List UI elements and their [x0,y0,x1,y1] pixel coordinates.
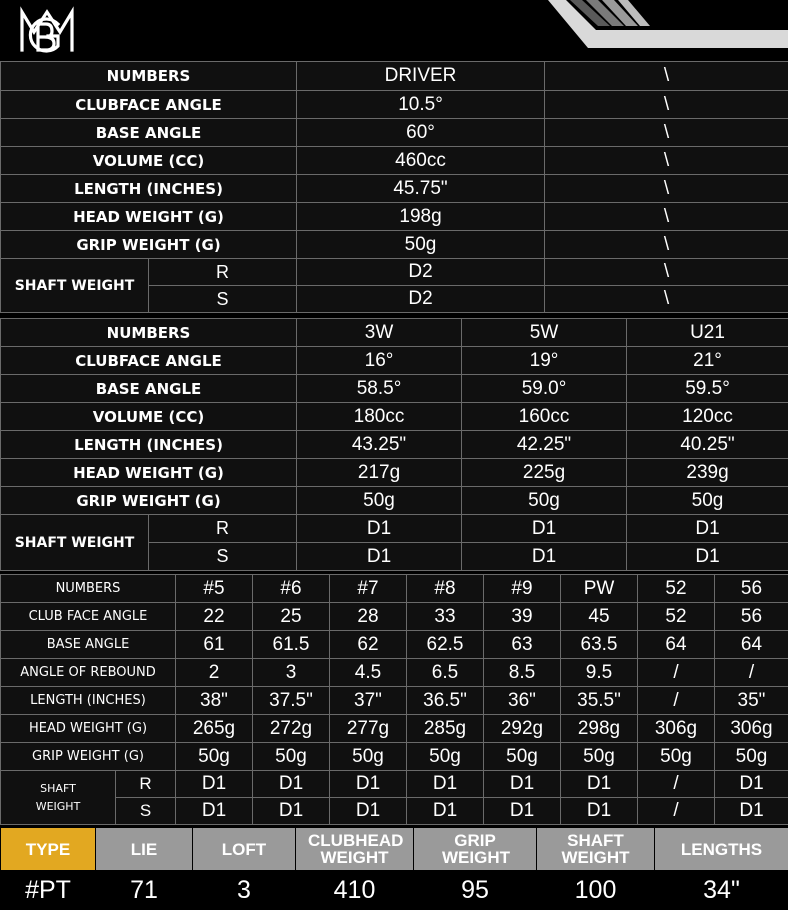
table-row [1,459,788,487]
column-header: 5W [462,319,627,347]
table-row [1,659,788,687]
table-cell: 37" [330,687,407,715]
table-cell: 22 [176,603,253,631]
table-cell: 61.5 [253,631,330,659]
column-header: CLUBHEAD WEIGHT [296,828,414,871]
table-cell: D1 [715,798,788,825]
table-cell: D1 [176,798,253,825]
table-cell: #PT [1,871,96,910]
table-cell: D1 [330,798,407,825]
table-cell: / [638,771,715,798]
table-cell: / [638,659,715,687]
table-cell: 39 [484,603,561,631]
row-label: ANGLE OF REBOUND [1,659,176,687]
table-cell: 62 [330,631,407,659]
table-cell: 6.5 [407,659,484,687]
row-label: CLUBFACE ANGLE [1,91,297,119]
table-cell: 59.5° [627,375,788,403]
table-cell: 277g [330,715,407,743]
table-cell: \ [545,286,788,313]
table-row [1,631,788,659]
table-cell: D1 [253,798,330,825]
table-cell: 306g [638,715,715,743]
table-cell: 60° [297,119,545,147]
mgb-monogram-logo [18,6,76,54]
table-cell: 285g [407,715,484,743]
table-cell: 50g [715,743,788,771]
row-label: VOLUME (CC) [1,403,297,431]
table-cell: D1 [484,771,561,798]
table-cell: D2 [297,259,545,286]
row-label: LENGTH (INCHES) [1,687,176,715]
column-header: DRIVER [297,62,545,91]
table-cell: 45 [561,603,638,631]
table-cell: 59.0° [462,375,627,403]
table-cell: D1 [627,515,788,543]
table-cell: 120cc [627,403,788,431]
table-row [1,603,788,631]
table-row [1,62,788,91]
column-header: 3W [297,319,462,347]
table-cell: D1 [561,798,638,825]
table-cell: 35.5" [561,687,638,715]
table-cell: 34" [655,871,788,910]
table-cell: D1 [627,543,788,571]
table-cell: 50g [297,487,462,515]
row-label: GRIP WEIGHT (G) [1,231,297,259]
flex-label: S [149,543,297,571]
table-cell: D1 [407,798,484,825]
table-cell: 2 [176,659,253,687]
putter-spec-table [0,827,788,910]
table-row [1,828,788,871]
table-cell: 8.5 [484,659,561,687]
table-row [1,487,788,515]
row-label: CLUBFACE ANGLE [1,347,297,375]
table-cell: 38" [176,687,253,715]
table-cell: 50g [297,231,545,259]
table-cell: 239g [627,459,788,487]
table-cell: 272g [253,715,330,743]
iron-spec-table [0,574,788,825]
table-cell: 62.5 [407,631,484,659]
table-cell: 36" [484,687,561,715]
table-cell: 50g [253,743,330,771]
column-header: #5 [176,575,253,603]
row-label: HEAD WEIGHT (G) [1,203,297,231]
row-label: LENGTH (INCHES) [1,431,297,459]
table-cell: D1 [297,515,462,543]
table-cell: 63 [484,631,561,659]
header-bar [0,0,788,60]
table-cell: 10.5° [297,91,545,119]
table-cell: 306g [715,715,788,743]
table-cell: D1 [253,771,330,798]
table-cell: D2 [297,286,545,313]
table-cell: 52 [638,603,715,631]
table-cell: D1 [407,771,484,798]
table-cell: \ [545,175,788,203]
table-cell: 25 [253,603,330,631]
table-cell: 61 [176,631,253,659]
table-cell: 180cc [297,403,462,431]
column-header: U21 [627,319,788,347]
table-row [1,403,788,431]
table-cell: 50g [462,487,627,515]
column-header: LOFT [193,828,296,871]
table-row [1,687,788,715]
table-cell: 50g [407,743,484,771]
table-cell: 100 [537,871,655,910]
table-cell: D1 [297,543,462,571]
table-cell: 265g [176,715,253,743]
table-cell: \ [545,231,788,259]
table-cell: 43.25" [297,431,462,459]
table-cell: 198g [297,203,545,231]
table-cell: 42.25" [462,431,627,459]
column-header: LIE [96,828,193,871]
type-header: TYPE [1,828,96,871]
row-label: GRIP WEIGHT (G) [1,487,297,515]
row-label: HEAD WEIGHT (G) [1,459,297,487]
table-cell: 160cc [462,403,627,431]
table-cell: 36.5" [407,687,484,715]
table-cell: / [638,798,715,825]
flex-label: S [116,798,176,825]
row-label: CLUB FACE ANGLE [1,603,176,631]
table-row [1,175,788,203]
table-cell: 217g [297,459,462,487]
table-cell: \ [545,259,788,286]
table-cell: \ [545,147,788,175]
shaft-weight-label: SHAFT WEIGHT [1,515,149,571]
table-row [1,715,788,743]
table-cell: \ [545,119,788,147]
table-cell: 64 [638,631,715,659]
table-cell: 35" [715,687,788,715]
table-row [1,375,788,403]
table-cell: D1 [462,543,627,571]
table-row [1,203,788,231]
table-row [1,871,788,910]
row-label: BASE ANGLE [1,631,176,659]
flex-label: R [149,259,297,286]
table-cell: D1 [561,771,638,798]
table-row [1,147,788,175]
table-cell: 50g [176,743,253,771]
shaft-weight-label: SHAFT WEIGHT [1,771,116,825]
table-cell: 95 [414,871,537,910]
table-cell: D1 [484,798,561,825]
row-label: BASE ANGLE [1,375,297,403]
table-cell: 16° [297,347,462,375]
column-header: PW [561,575,638,603]
table-cell: D1 [715,771,788,798]
table-cell: 40.25" [627,431,788,459]
table-cell: 9.5 [561,659,638,687]
column-header: SHAFT WEIGHT [537,828,655,871]
table-cell: 45.75" [297,175,545,203]
table-cell: 4.5 [330,659,407,687]
table-cell: 50g [484,743,561,771]
decorative-stripes [548,0,788,48]
table-cell: 56 [715,603,788,631]
table-cell: 50g [627,487,788,515]
table-row [1,319,788,347]
table-cell: D1 [176,771,253,798]
table-cell: 58.5° [297,375,462,403]
table-cell: 3 [253,659,330,687]
flex-label: R [149,515,297,543]
table-cell: D1 [462,515,627,543]
table-row [1,347,788,375]
table-cell: 33 [407,603,484,631]
column-header: 52 [638,575,715,603]
table-cell: 410 [296,871,414,910]
numbers-header: NUMBERS [1,62,297,91]
row-label: VOLUME (CC) [1,147,297,175]
flex-label: R [116,771,176,798]
table-cell: 64 [715,631,788,659]
table-row [1,515,788,543]
row-label: HEAD WEIGHT (G) [1,715,176,743]
table-row [1,798,788,825]
column-header: #9 [484,575,561,603]
shaft-weight-label: SHAFT WEIGHT [1,259,149,313]
table-cell: 460cc [297,147,545,175]
row-label: BASE ANGLE [1,119,297,147]
table-cell: 50g [330,743,407,771]
table-cell: 71 [96,871,193,910]
table-cell: / [638,687,715,715]
driver-spec-table [0,61,788,313]
table-cell: / [715,659,788,687]
column-header: GRIP WEIGHT [414,828,537,871]
row-label: GRIP WEIGHT (G) [1,743,176,771]
column-header: \ [545,62,788,91]
table-row [1,431,788,459]
table-cell: D1 [330,771,407,798]
table-cell: 50g [638,743,715,771]
wood-spec-table [0,318,788,571]
column-header: #6 [253,575,330,603]
table-row [1,771,788,798]
table-cell: 50g [561,743,638,771]
numbers-header: NUMBERS [1,319,297,347]
column-header: 56 [715,575,788,603]
row-label: LENGTH (INCHES) [1,175,297,203]
table-row [1,259,788,286]
table-cell: 63.5 [561,631,638,659]
table-cell: 3 [193,871,296,910]
table-cell: 28 [330,603,407,631]
column-header: #7 [330,575,407,603]
table-cell: 21° [627,347,788,375]
table-cell: 225g [462,459,627,487]
table-cell: \ [545,203,788,231]
table-row [1,575,788,603]
table-row [1,119,788,147]
flex-label: S [149,286,297,313]
table-cell: 298g [561,715,638,743]
table-row [1,231,788,259]
table-cell: 37.5" [253,687,330,715]
numbers-header: NUMBERS [1,575,176,603]
table-cell: 292g [484,715,561,743]
column-header: LENGTHS [655,828,788,871]
table-row [1,743,788,771]
table-cell: \ [545,91,788,119]
column-header: #8 [407,575,484,603]
table-cell: 19° [462,347,627,375]
table-row [1,91,788,119]
